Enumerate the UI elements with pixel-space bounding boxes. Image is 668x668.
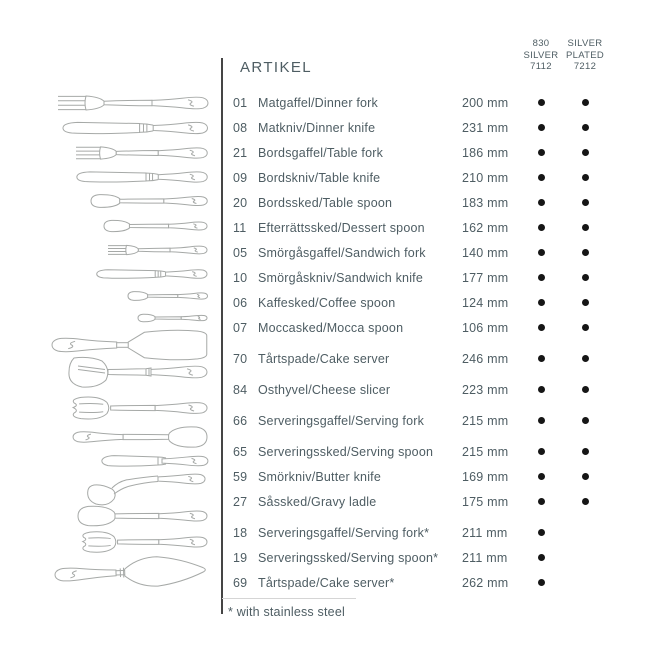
dot-silver-plated [582, 386, 589, 393]
dot-silver-plated [582, 124, 589, 131]
column-header-line: 7212 [573, 61, 597, 72]
item-name: Smörgåsgaffel/Sandwich fork [258, 245, 426, 260]
item-number: 27 [233, 494, 248, 509]
table-row [222, 464, 668, 489]
column-header-line: 830 [532, 38, 550, 49]
dot-silver-plated [582, 149, 589, 156]
availability-silver-plated [565, 448, 605, 455]
item-number: 09 [233, 170, 248, 185]
sandwich-knife-icon [97, 270, 207, 279]
page-title: ARTIKEL [240, 59, 313, 76]
butter-knife-icon [102, 456, 208, 467]
availability-silver-plated [565, 386, 605, 393]
dot-silver-830 [538, 224, 545, 231]
item-size: 177 mm [462, 270, 509, 285]
dot-silver-830 [538, 386, 545, 393]
dot-silver-plated [582, 498, 589, 505]
column-header-line: SILVER [523, 49, 559, 61]
cake-server-steel-icon [54, 555, 205, 590]
table-row [222, 215, 668, 240]
dot-silver-830 [538, 579, 545, 586]
dessert-spoon-icon [104, 220, 207, 231]
availability-silver-plated [565, 149, 605, 156]
dot-silver-plated [582, 355, 589, 362]
item-size: 124 mm [462, 295, 509, 310]
item-number: 07 [233, 320, 248, 335]
sandwich-fork-icon [108, 245, 207, 254]
column-header-830-silver [517, 38, 565, 73]
table-spoon-icon [91, 195, 207, 208]
dot-silver-plated [582, 224, 589, 231]
item-number: 19 [233, 550, 248, 565]
table-row [222, 190, 668, 215]
item-name: Efterrättssked/Dessert spoon [258, 220, 425, 235]
footnote: * with stainless steel [228, 605, 345, 619]
item-number: 11 [233, 220, 247, 235]
availability-silver-plated [565, 417, 605, 424]
availability-830-silver [517, 299, 565, 306]
table-row [222, 545, 668, 570]
item-name: Bordsgaffel/Table fork [258, 145, 384, 160]
item-name: Bordssked/Table spoon [258, 195, 393, 210]
dot-silver-830 [538, 299, 545, 306]
article-table [222, 90, 668, 619]
availability-silver-plated [565, 554, 605, 561]
item-size: 200 mm [462, 95, 509, 110]
dot-silver-830 [538, 174, 545, 181]
table-rows [222, 90, 668, 595]
item-size: 231 mm [462, 120, 509, 135]
item-number: 21 [233, 145, 248, 160]
availability-silver-plated [565, 498, 605, 505]
item-number: 08 [233, 120, 248, 135]
item-size: 262 mm [462, 575, 509, 590]
dot-silver-830 [538, 249, 545, 256]
table-row [222, 90, 668, 115]
item-number: 06 [233, 295, 248, 310]
table-row [222, 290, 668, 315]
availability-830-silver [517, 99, 565, 106]
table-row [222, 520, 668, 545]
item-size: 223 mm [462, 382, 509, 397]
item-name: Tårtspade/Cake server* [258, 575, 395, 590]
dot-silver-plated [582, 249, 589, 256]
item-name: Serveringssked/Serving spoon [258, 444, 434, 459]
item-name: Smörkniv/Butter knife [258, 469, 381, 484]
availability-silver-plated [565, 473, 605, 480]
item-size: 246 mm [462, 351, 509, 366]
availability-830-silver [517, 124, 565, 131]
dot-silver-plated [582, 299, 589, 306]
availability-silver-plated [565, 299, 605, 306]
availability-830-silver [517, 149, 565, 156]
dot-silver-830 [538, 473, 545, 480]
item-size: 162 mm [462, 220, 509, 235]
item-size: 210 mm [462, 170, 509, 185]
item-number: 70 [233, 351, 248, 366]
item-number: 18 [233, 525, 248, 540]
availability-silver-plated [565, 249, 605, 256]
table-row [222, 240, 668, 265]
dot-silver-plated [582, 174, 589, 181]
table-knife-icon [77, 172, 207, 182]
availability-silver-plated [565, 224, 605, 231]
item-size: 186 mm [462, 145, 509, 160]
dot-silver-plated [582, 99, 589, 106]
coffee-spoon-icon [128, 292, 208, 301]
dot-silver-830 [538, 99, 545, 106]
availability-830-silver [517, 274, 565, 281]
gravy-ladle-icon [88, 474, 205, 505]
availability-silver-plated [565, 199, 605, 206]
availability-silver-plated [565, 274, 605, 281]
item-name: Serveringsgaffel/Serving fork* [258, 525, 430, 540]
availability-830-silver [517, 448, 565, 455]
item-number: 20 [233, 195, 248, 210]
table-fork-icon [76, 147, 207, 159]
dot-silver-830 [538, 417, 545, 424]
serving-fork-icon [73, 397, 207, 419]
item-name: Matgaffel/Dinner fork [258, 95, 378, 110]
dinner-fork-icon [58, 96, 208, 110]
availability-830-silver [517, 473, 565, 480]
table-row [222, 315, 668, 340]
item-size: 169 mm [462, 469, 509, 484]
item-name: Kaffesked/Coffee spoon [258, 295, 396, 310]
column-header-silver-plated [565, 38, 605, 73]
item-name: Serveringssked/Serving spoon* [258, 550, 439, 565]
availability-830-silver [517, 174, 565, 181]
item-name: Tårtspade/Cake server [258, 351, 390, 366]
availability-830-silver [517, 498, 565, 505]
availability-830-silver [517, 386, 565, 393]
item-number: 66 [233, 413, 248, 428]
table-row [222, 346, 668, 371]
dot-silver-830 [538, 554, 545, 561]
cake-server-icon [52, 330, 207, 360]
table-row [222, 489, 668, 514]
serving-spoon-steel-icon [78, 506, 207, 526]
item-number: 01 [233, 95, 248, 110]
item-size: 106 mm [462, 320, 509, 335]
availability-silver-plated [565, 355, 605, 362]
dot-silver-830 [538, 498, 545, 505]
availability-830-silver [517, 579, 565, 586]
item-size: 211 mm [462, 525, 508, 540]
dinner-knife-icon [63, 122, 208, 133]
item-name: Serveringsgaffel/Serving fork [258, 413, 425, 428]
dot-silver-plated [582, 473, 589, 480]
serving-fork-steel-icon [83, 532, 207, 553]
mocca-spoon-icon [138, 314, 207, 322]
dot-silver-plated [582, 417, 589, 424]
table-row [222, 377, 668, 402]
dot-silver-830 [538, 448, 545, 455]
item-name: Såssked/Gravy ladle [258, 494, 377, 509]
item-number: 69 [233, 575, 248, 590]
dot-silver-830 [538, 274, 545, 281]
column-header-line: 7112 [530, 61, 552, 72]
item-size: 215 mm [462, 444, 509, 459]
dot-silver-830 [538, 124, 545, 131]
dot-silver-plated [582, 274, 589, 281]
column-header-line: PLATED [565, 49, 605, 61]
dot-silver-830 [538, 149, 545, 156]
item-number: 59 [233, 469, 248, 484]
table-row [222, 140, 668, 165]
availability-830-silver [517, 554, 565, 561]
table-row [222, 165, 668, 190]
item-number: 10 [233, 270, 248, 285]
item-name: Osthyvel/Cheese slicer [258, 382, 391, 397]
table-row [222, 439, 668, 464]
availability-silver-plated [565, 99, 605, 106]
item-name: Bordskniv/Table knife [258, 170, 381, 185]
dot-silver-plated [582, 324, 589, 331]
availability-830-silver [517, 417, 565, 424]
availability-silver-plated [565, 579, 605, 586]
item-number: 84 [233, 382, 248, 397]
availability-830-silver [517, 249, 565, 256]
item-name: Moccasked/Mocca spoon [258, 320, 404, 335]
availability-silver-plated [565, 124, 605, 131]
serving-spoon-icon [73, 427, 207, 447]
item-number: 05 [233, 245, 248, 260]
dot-silver-830 [538, 199, 545, 206]
availability-830-silver [517, 199, 565, 206]
availability-830-silver [517, 355, 565, 362]
item-size: 175 mm [462, 494, 509, 509]
table-row [222, 265, 668, 290]
availability-silver-plated [565, 529, 605, 536]
table-row [222, 570, 668, 595]
availability-830-silver [517, 324, 565, 331]
item-size: 140 mm [462, 245, 509, 260]
dot-silver-plated [582, 199, 589, 206]
dot-silver-830 [538, 355, 545, 362]
availability-silver-plated [565, 324, 605, 331]
dot-silver-830 [538, 529, 545, 536]
table-row [222, 115, 668, 140]
cutlery-illustration [0, 0, 222, 668]
dot-silver-plated [582, 448, 589, 455]
table-row [222, 408, 668, 433]
dot-silver-830 [538, 324, 545, 331]
item-size: 183 mm [462, 195, 509, 210]
item-size: 211 mm [462, 550, 508, 565]
availability-830-silver [517, 224, 565, 231]
item-name: Matkniv/Dinner knife [258, 120, 376, 135]
item-size: 215 mm [462, 413, 509, 428]
availability-silver-plated [565, 174, 605, 181]
cheese-slicer-icon [69, 357, 207, 387]
column-header-line: SILVER [567, 38, 603, 49]
availability-830-silver [517, 529, 565, 536]
item-name: Smörgåskniv/Sandwich knife [258, 270, 423, 285]
item-number: 65 [233, 444, 248, 459]
